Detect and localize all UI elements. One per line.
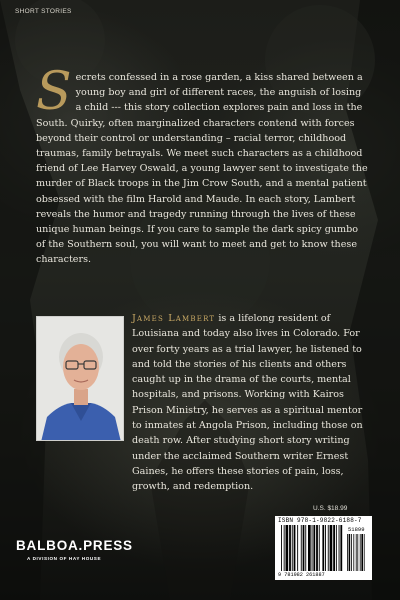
barcode-bars: [275, 516, 372, 580]
publisher-logo: BALBOA.PRESS: [16, 538, 133, 553]
isbn-label: ISBN 978-1-9822-6188-7: [278, 517, 362, 524]
blurb-dropcap: S: [36, 62, 72, 122]
author-portrait-image: [37, 317, 124, 441]
publisher-subtitle: A DIVISION OF HAY HOUSE: [27, 556, 102, 561]
barcode-digits: 9 781982 261887: [278, 572, 325, 578]
book-blurb: [36, 62, 370, 268]
bio-text: is a lifelong resident of Louisiana and today also lives in Colorado. For over forty years as a trial lawyer, he listened to and told the stories of his clients and others caught up in the drama of the courts, mental hospitals, and prisons. Working with Kairos Prison Ministry, he serves as a spiritual mentor to inmates at Angola Prison, including those on death row. After studying short story writing under the acclaimed Southern writer Ernest Gaines, he offers these stories of pain, loss, growth, and redemption.: [132, 313, 363, 493]
isbn-barcode: [275, 516, 372, 580]
blurb-text: ecrets confessed in a rose garden, a kiss shared between a young boy and girl of different races, the anguish of losing a child --- this story collection explores pain and loss in the South. Quirky, often marginalized characters contend with forces beyond their control or understanding – racial terror, childhood traumas, family betrayals. We meet such characters as a childhood friend of Lee Harvey Oswald, a young lawyer sent to investigate the murder of Black troops in the Jim Crow South, and a mental patient obsessed with the film Harold and Maude. In each story, Lambert reveals the humor and tragedy running through the lives of these unique human beings. If you care to sample the dark spicy gumbo of the Southern soul, you will want to meet and get to know these characters.: [36, 72, 368, 266]
author-bio: [132, 311, 370, 495]
barcode-addon-number: 51899: [348, 526, 365, 533]
author-name: James Lambert: [132, 313, 216, 324]
genre-label: SHORT STORIES: [15, 8, 72, 15]
author-photo: [36, 316, 124, 441]
price-label: U.S. $18.99: [313, 505, 348, 512]
